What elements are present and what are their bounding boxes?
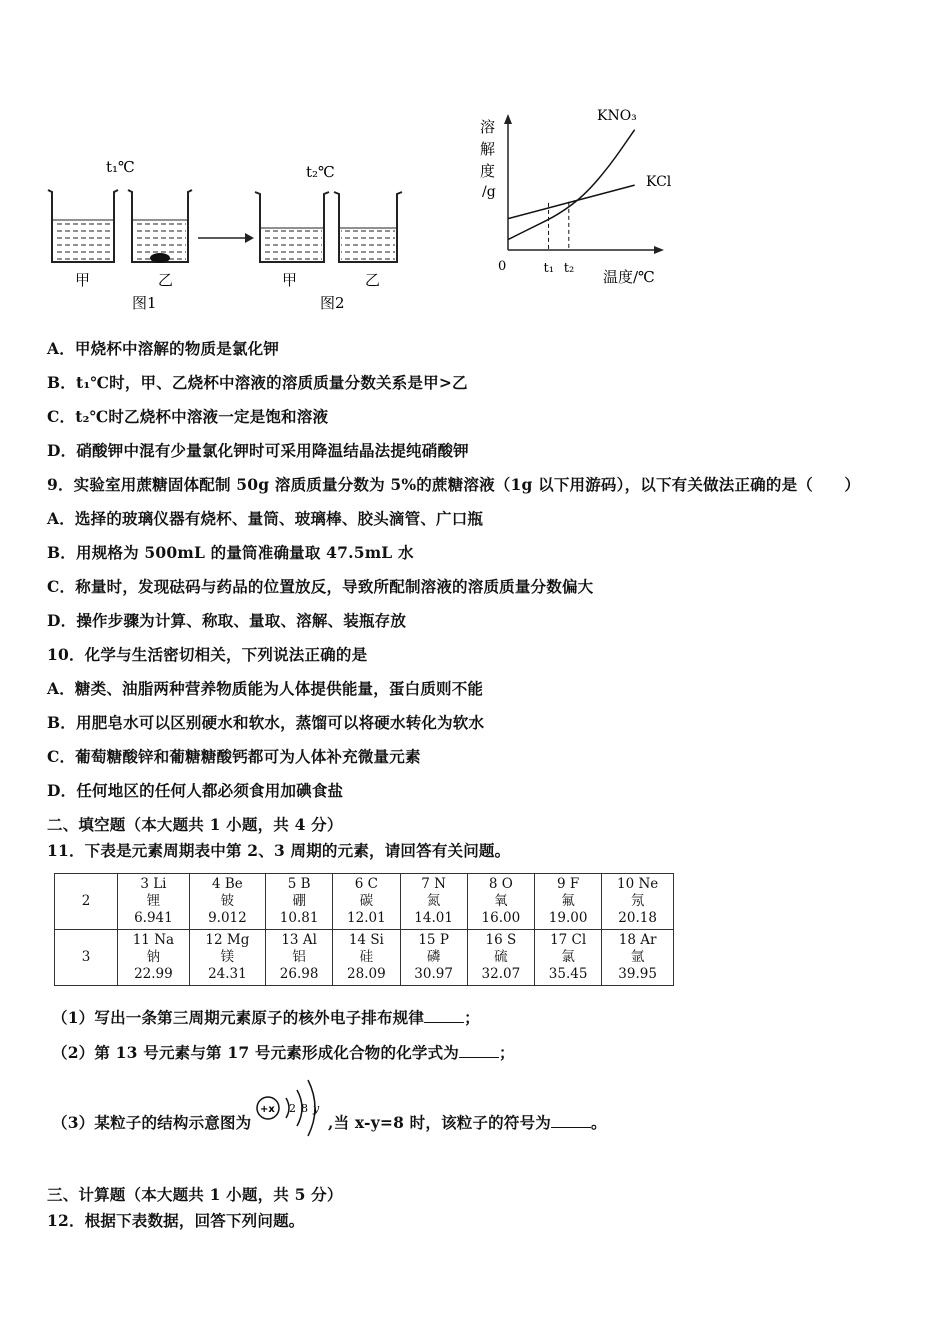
element-mass: 16.00 [481, 910, 521, 926]
element-name: 碳 [359, 893, 374, 909]
element-num-sym: 13 Al [281, 932, 317, 948]
fig1-label-jia: 甲 [75, 271, 91, 289]
q11-part-1-end: ； [464, 1008, 480, 1027]
q12-stem: 12．根据下表数据，回答下列问题。 [47, 1211, 305, 1230]
beaker-figures [40, 150, 440, 320]
element-num-sym: 9 F [557, 876, 580, 892]
element-mass: 20.18 [618, 910, 657, 926]
beaker-1-left [48, 190, 118, 262]
element-mass: 12.01 [347, 910, 386, 926]
q9-option-c: C．称量时，发现砝码与药品的位置放反，导致所配制溶液的溶质质量分数偏大 [47, 577, 594, 596]
section-3-heading: 三、计算题（本大题共 1 小题，共 5 分） [47, 1185, 343, 1204]
q10-stem: 10．化学与生活密切相关，下列说法正确的是 [47, 645, 368, 664]
x-tick-label: t₁ [543, 261, 554, 276]
element-num-sym: 18 Ar [618, 932, 657, 948]
element-mass: 26.98 [279, 966, 319, 982]
periodic-table [54, 873, 674, 986]
element-num-sym: 5 B [287, 876, 311, 892]
element-num-sym: 4 Be [212, 876, 243, 892]
element-mass: 35.45 [548, 966, 588, 982]
q9-option-b: B．用规格为 500mL 的量筒准确量取 47.5mL 水 [47, 543, 414, 562]
element-num-sym: 15 P [418, 932, 449, 948]
element-name: 氮 [426, 893, 441, 909]
element-name: 铍 [220, 893, 235, 909]
element-mass: 30.97 [414, 966, 453, 982]
element-cell [602, 930, 674, 986]
element-name: 钠 [146, 949, 161, 965]
element-cell [535, 930, 602, 986]
nucleus-charge: +x [260, 1104, 275, 1115]
element-cell [189, 930, 265, 986]
fig2-temp-label: t₂℃ [306, 163, 335, 181]
element-mass: 19.00 [548, 910, 588, 926]
q10-option-d: D．任何地区的任何人都必须食用加碘食盐 [47, 781, 344, 800]
q11-part-2-blank[interactable] [459, 1043, 499, 1058]
origin-label: 0 [498, 259, 507, 274]
element-cell [118, 874, 190, 930]
undissolved-solid [150, 253, 170, 263]
table-row [55, 930, 674, 986]
beaker-2-right [334, 192, 402, 262]
y-label-char-1: 溶 [480, 118, 496, 136]
element-num-sym: 14 Si [348, 932, 384, 948]
element-cell [189, 874, 265, 930]
element-name: 硫 [494, 949, 508, 965]
element-mass: 32.07 [481, 966, 521, 982]
element-cell [266, 930, 333, 986]
solubility-chart [470, 100, 680, 295]
element-name: 磷 [426, 949, 441, 965]
fig1-caption: 图1 [132, 294, 157, 312]
section-2-heading: 二、填空题（本大题共 1 小题，共 4 分） [47, 815, 343, 834]
q8-option-a: A．甲烧杯中溶解的物质是氯化钾 [47, 339, 280, 358]
q8-option-b: B．t₁℃时，甲、乙烧杯中溶液的溶质质量分数关系是甲>乙 [47, 373, 468, 392]
fig2-label-jia: 甲 [282, 271, 298, 289]
series-label-kcl: KCl [646, 174, 672, 190]
element-cell [118, 930, 190, 986]
atom-structure-diagram [255, 1070, 335, 1140]
q11-part-2 [52, 1041, 515, 1063]
element-cell [467, 874, 534, 930]
element-cell [602, 874, 674, 930]
element-num-sym: 3 Li [140, 876, 167, 892]
x-tick-label: t₂ [563, 261, 575, 276]
series-kcl-line [508, 185, 635, 218]
element-mass: 10.81 [279, 910, 319, 926]
q10-option-c: C．葡萄糖酸锌和葡糖糖酸钙都可为人体补充微量元素 [47, 747, 421, 766]
q11-part-1-text: （1）写出一条第三周期元素原子的核外电子排布规律 [52, 1008, 425, 1027]
element-mass: 6.941 [134, 910, 173, 926]
y-label-char-4: /g [482, 184, 496, 200]
beaker-1-right [128, 190, 192, 263]
arrow-icon [198, 233, 254, 243]
table-row [55, 874, 674, 930]
period-cell: 3 [55, 930, 118, 986]
q11-part-3-blank[interactable] [551, 1113, 591, 1128]
shell-3-count: y [313, 1102, 320, 1115]
period-cell: 2 [55, 874, 118, 930]
shell-1-count: 2 [289, 1102, 296, 1115]
q11-part-2-end: ； [499, 1043, 515, 1062]
q11-part-2-text: （2）第 13 号元素与第 17 号元素形成化合物的化学式为 [52, 1043, 460, 1062]
element-mass: 28.09 [347, 966, 386, 982]
y-label-char-2: 解 [480, 140, 496, 158]
element-cell [535, 874, 602, 930]
element-num-sym: 17 Cl [550, 932, 587, 948]
q11-part-3-pre: （3）某粒子的结构示意图为 [52, 1113, 252, 1132]
element-name: 锂 [146, 893, 161, 909]
fig1-label-yi: 乙 [158, 271, 174, 289]
element-num-sym: 8 O [488, 876, 513, 892]
element-num-sym: 7 N [421, 876, 446, 892]
element-name: 氖 [630, 893, 645, 909]
element-name: 硼 [292, 893, 306, 909]
fig2-caption: 图2 [320, 294, 345, 312]
element-mass: 9.012 [208, 910, 247, 926]
fig1-temp-label: t₁℃ [106, 158, 135, 176]
element-cell [333, 930, 400, 986]
fig2-label-yi: 乙 [365, 271, 381, 289]
q10-option-a: A．糖类、油脂两种营养物质能为人体提供能量，蛋白质则不能 [47, 679, 484, 698]
y-label-char-3: 度 [480, 162, 496, 180]
element-cell [467, 930, 534, 986]
element-num-sym: 11 Na [132, 932, 175, 948]
chart-axes [504, 114, 664, 254]
element-name: 氩 [630, 949, 645, 965]
q11-part-3-post [328, 1111, 607, 1133]
element-num-sym: 6 C [354, 876, 378, 892]
series-kno3-line [508, 130, 635, 240]
q8-option-c: C．t₂℃时乙烧杯中溶液一定是饱和溶液 [47, 407, 329, 426]
x-axis-label: 温度/℃ [603, 268, 655, 286]
q10-option-b: B．用肥皂水可以区别硬水和软水，蒸馏可以将硬水转化为软水 [47, 713, 485, 732]
element-name: 氟 [561, 893, 575, 909]
q11-part-3-end: 。 [590, 1113, 607, 1132]
q8-option-d: D．硝酸钾中混有少量氯化钾时可采用降温结晶法提纯硝酸钾 [47, 441, 469, 460]
element-cell [400, 874, 467, 930]
q11-part-1-blank[interactable] [424, 1008, 464, 1023]
element-mass: 14.01 [414, 910, 453, 926]
series-label-kno3: KNO₃ [597, 108, 637, 124]
element-mass: 39.95 [618, 966, 657, 982]
q9-option-a: A．选择的玻璃仪器有烧杯、量筒、玻璃棒、胶头滴管、广口瓶 [47, 509, 484, 528]
element-name: 氧 [494, 893, 508, 909]
element-cell [333, 874, 400, 930]
shell-2-count: 8 [301, 1102, 308, 1115]
element-cell [400, 930, 467, 986]
q11-stem: 11．下表是元素周期表中第 2、3 周期的元素，请回答有关问题。 [47, 841, 511, 860]
element-num-sym: 16 S [485, 932, 517, 948]
q9-option-d: D．操作步骤为计算、称取、量取、溶解、装瓶存放 [47, 611, 407, 630]
element-name: 硅 [359, 949, 374, 965]
element-name: 氯 [561, 949, 575, 965]
element-num-sym: 10 Ne [616, 876, 659, 892]
element-name: 镁 [220, 949, 235, 965]
q9-stem: 9．实验室用蔗糖固体配制 50g 溶质质量分数为 5%的蔗糖溶液（1g 以下用游码），以下有关做法正确的是（ ） [47, 475, 861, 494]
q11-part-1 [52, 1006, 480, 1028]
element-cell [266, 874, 333, 930]
beaker-2-left [255, 192, 329, 262]
element-mass: 24.31 [208, 966, 247, 982]
element-mass: 22.99 [134, 966, 173, 982]
q11-part-3-post-text: ,当 x-y=8 时，该粒子的符号为 [328, 1113, 551, 1132]
element-num-sym: 12 Mg [205, 932, 250, 948]
element-name: 铝 [292, 949, 306, 965]
